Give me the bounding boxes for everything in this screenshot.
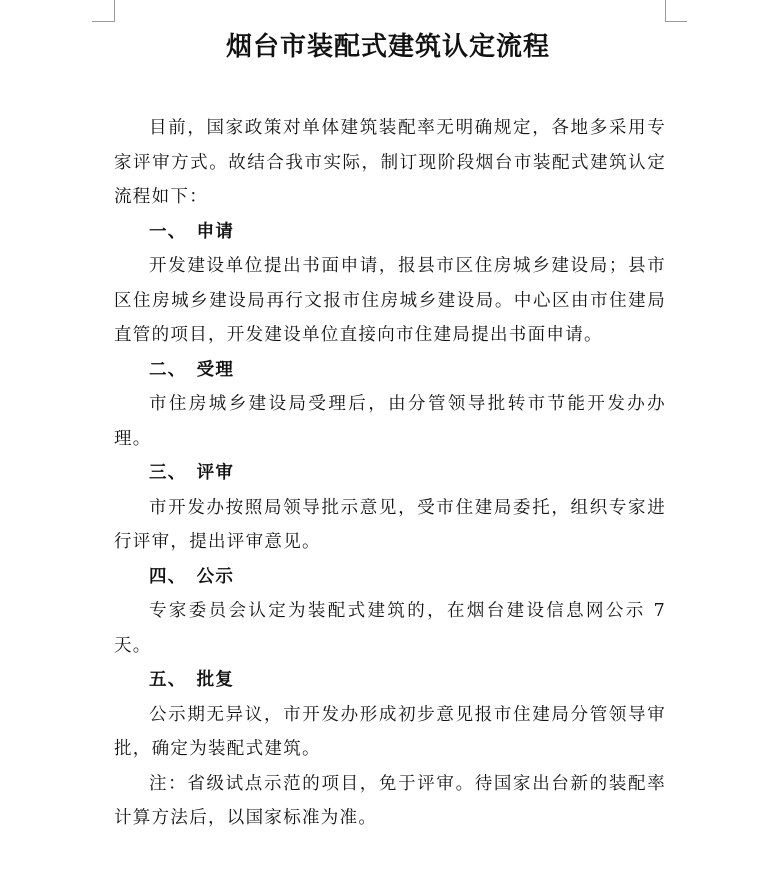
section-paragraph-publicize: 专家委员会认定为装配式建筑的，在烟台建设信息网公示 7 天。 [114,601,666,656]
section-number: 三、 [149,463,187,483]
section-heading-publicize [114,560,666,595]
crop-mark-right-horizontal [665,21,687,22]
section-paragraph-apply: 开发建设单位提出书面申请，报县市区住房城乡建设局；县市区住房城乡建设局再行文报市住房城乡建设局。中心区由市住建局直管的项目，开发建设单位直接向市住建局提出书面申请。 [114,256,666,345]
section-heading-text: 公示 [196,566,235,587]
section-heading-apply [114,215,666,250]
section-paragraph-review: 市开发办按照局领导批示意见，受市住建局委托，组织专家进行评审，提出评审意见。 [114,497,666,552]
section-number: 一、 [149,221,187,242]
section-paragraph-approve: 公示期无异议，市开发办形成初步意见报市住建局分管领导审批，确定为装配式建筑。 [114,704,666,759]
section-heading-text: 评审 [196,463,235,483]
section-heading-text: 受理 [196,359,235,380]
section-heading-text: 批复 [196,670,235,690]
section-paragraph-accept: 市住房城乡建设局受理后，由分管领导批转市节能开发办办理。 [114,394,666,449]
crop-mark-right-vertical [665,0,666,22]
document-body [114,111,666,836]
section-number: 五、 [149,670,187,690]
section-number: 四、 [149,566,187,587]
document-title: 烟台市装配式建筑认定流程 [225,32,550,62]
section-heading-review [114,456,666,491]
section-heading-approve [114,663,666,698]
section-number: 二、 [149,359,187,380]
note-paragraph: 注：省级试点示范的项目，免于评审。待国家出台新的装配率计算方法后，以国家标准为准。 [114,773,666,828]
section-heading-accept [114,353,666,388]
crop-mark-left-vertical [114,0,115,22]
intro-paragraph: 目前，国家政策对单体建筑装配率无明确规定，各地多采用专家评审方式。故结合我市实际，制订现阶段烟台市装配式建筑认定流程如下： [114,118,666,207]
section-heading-text: 申请 [196,221,235,242]
crop-mark-left-horizontal [92,21,114,22]
